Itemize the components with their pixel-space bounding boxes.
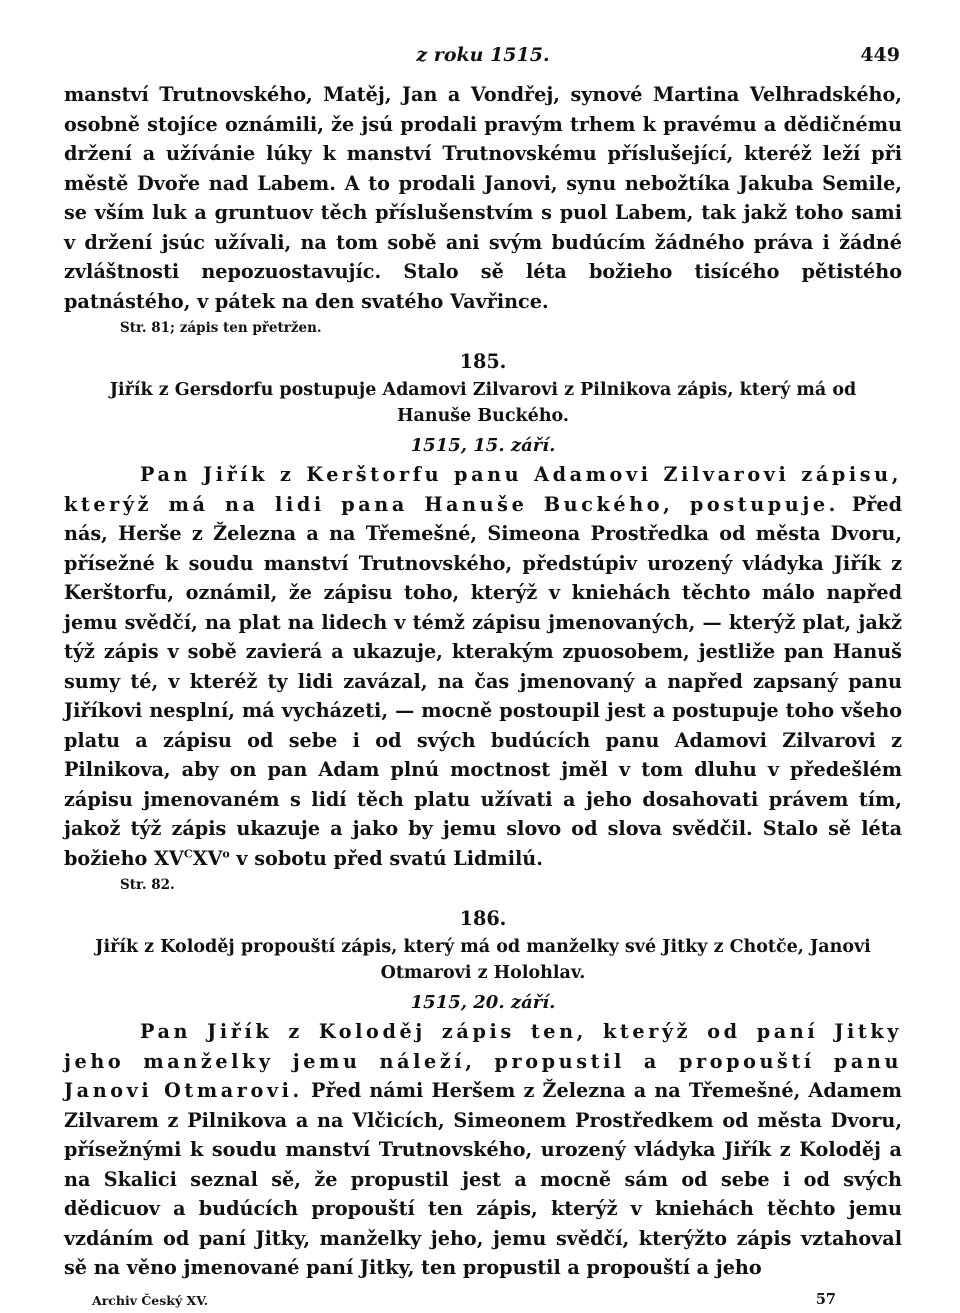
- roman-numeral: XV: [192, 846, 223, 870]
- running-title: z roku 1515.: [416, 44, 550, 66]
- footer-signature: Archiv Český XV.: [92, 1292, 209, 1308]
- document-note: Str. 82.: [120, 877, 175, 893]
- document-intro: Pan Jiřík z Kerštorfu panu Adamovi Zilvarovi zápisu, kterýž má na lidi pana Hanuše Buckého, postupuje.: [64, 463, 902, 516]
- page-header: [64, 40, 902, 80]
- document-body: Před nás, Herše z Železna a na Třemešné, Simeona Prostředka od města Dvoru, přísežné k soudu manství Trutnovského, předstúpiv urozený vládyka Jiřík z Kerštorfu, oznámil, že zápisu toho, kterýž v kniehách těchto málo napřed jemu svědčí, na plat na lidech v témž zápisu jmenovaných, — kterýž plat, jakž týž zápis v sobě zavierá a ukazuje, kterakým zpuosobem, jestliže pan Hanuš sumy té, v kteréž ty lidi zavázal, na čas jmenovaný a napřed zapsaný panu Jiříkovi nesplní, má vycházeti, — mocně postoupil jest a postupuje toho všeho platu a zápisu od sebe i od svých budúcích panu Adamovi Zilvarovi z Pilnikova, aby on pan Adam plnú moctnost jměl v tom dluhu v předešlém zápisu jmenovaném s lidí těch platu užívati a jeho dosahovati právem tím, jakož týž zápis ukazuje a jako by jemu slovo od slova svědčil. Stalo sě léta božieho XV: [64, 492, 902, 870]
- carryover-paragraph: manství Trutnovského, Matěj, Jan a Vondřej, synové Martina Velhradského, osobně stojíce oznámili, že jsú prodali pravým trhem k pravému a dědičnému držení a užívánie lúky k manství Trutnovskému příslušející, kteréž leží při městě Dvoře nad Labem. A to prodali Janovi, synu nebožtíka Jakuba Semile, se vším luk a gruntuov těch příslušenstvím s puol Labem, tak jakž toho sami v držení jsúc užívali, na tom sobě ani svým budúcím žádného práva i žádné zvláštnosti nepozuostavujíc. Stalo sě léta božieho tisícého pětistého patnástého, v pátek na den svatého Vavřince.: [64, 83, 902, 313]
- document-body-tail: v sobotu před svatú Lidmilú.: [236, 846, 543, 870]
- carryover-note: Str. 81; zápis ten přetržen.: [120, 320, 322, 336]
- document-text: [64, 1017, 902, 1283]
- roman-superscript: C: [183, 847, 193, 861]
- page-footer: [64, 1289, 902, 1313]
- roman-superscript: o: [222, 847, 230, 861]
- document-number: 186.: [459, 907, 507, 930]
- document-date: 1515, 15. září.: [410, 435, 556, 456]
- document-intro: Pan Jiřík z Koloděj zápis ten, kterýž od paní Jitky jeho manželky jemu náleží, propustil a propouští panu Janovi Otmarovi.: [64, 1020, 902, 1102]
- document-text: [64, 460, 902, 873]
- document-page: [64, 40, 902, 1313]
- document-regest: Jiřík z Koloděj propouští zápis, který má od manželky své Jitky z Chotče, Janovi Otmarovi z Holohlav.: [95, 937, 871, 983]
- footer-sheet-number: 57: [815, 1290, 836, 1308]
- document-body: Před námi Heršem z Železna a na Třemešné, Adamem Zilvarem z Pilnikova a na Vlčicích, Simeonem Prostředkem od města Dvoru, přísežnými k soudu manství Trutnovského, urozený vládyka Jiřík z Koloděj a na Skalici seznal sě, že propustil jest a mocně sám od sebe i od svých dědicuov a budúcích propouští ten zápis, kterýž v kniehách těchto jemu vzdáním od paní Jitky, manželky jeho, jemu svědčí, kterýžto zápis vztahoval sě na věno jmenované paní Jitky, ten propustil a propouští a jeho: [64, 1079, 902, 1279]
- document-regest: Jiřík z Gersdorfu postupuje Adamovi Zilvarovi z Pilnikova zápis, který má od Hanuše Buckého.: [109, 380, 857, 426]
- document-date: 1515, 20. září.: [410, 992, 556, 1013]
- document-185: [64, 350, 902, 893]
- page-number: 449: [860, 44, 900, 66]
- document-number: 185.: [459, 350, 507, 373]
- document-186: [64, 907, 902, 1283]
